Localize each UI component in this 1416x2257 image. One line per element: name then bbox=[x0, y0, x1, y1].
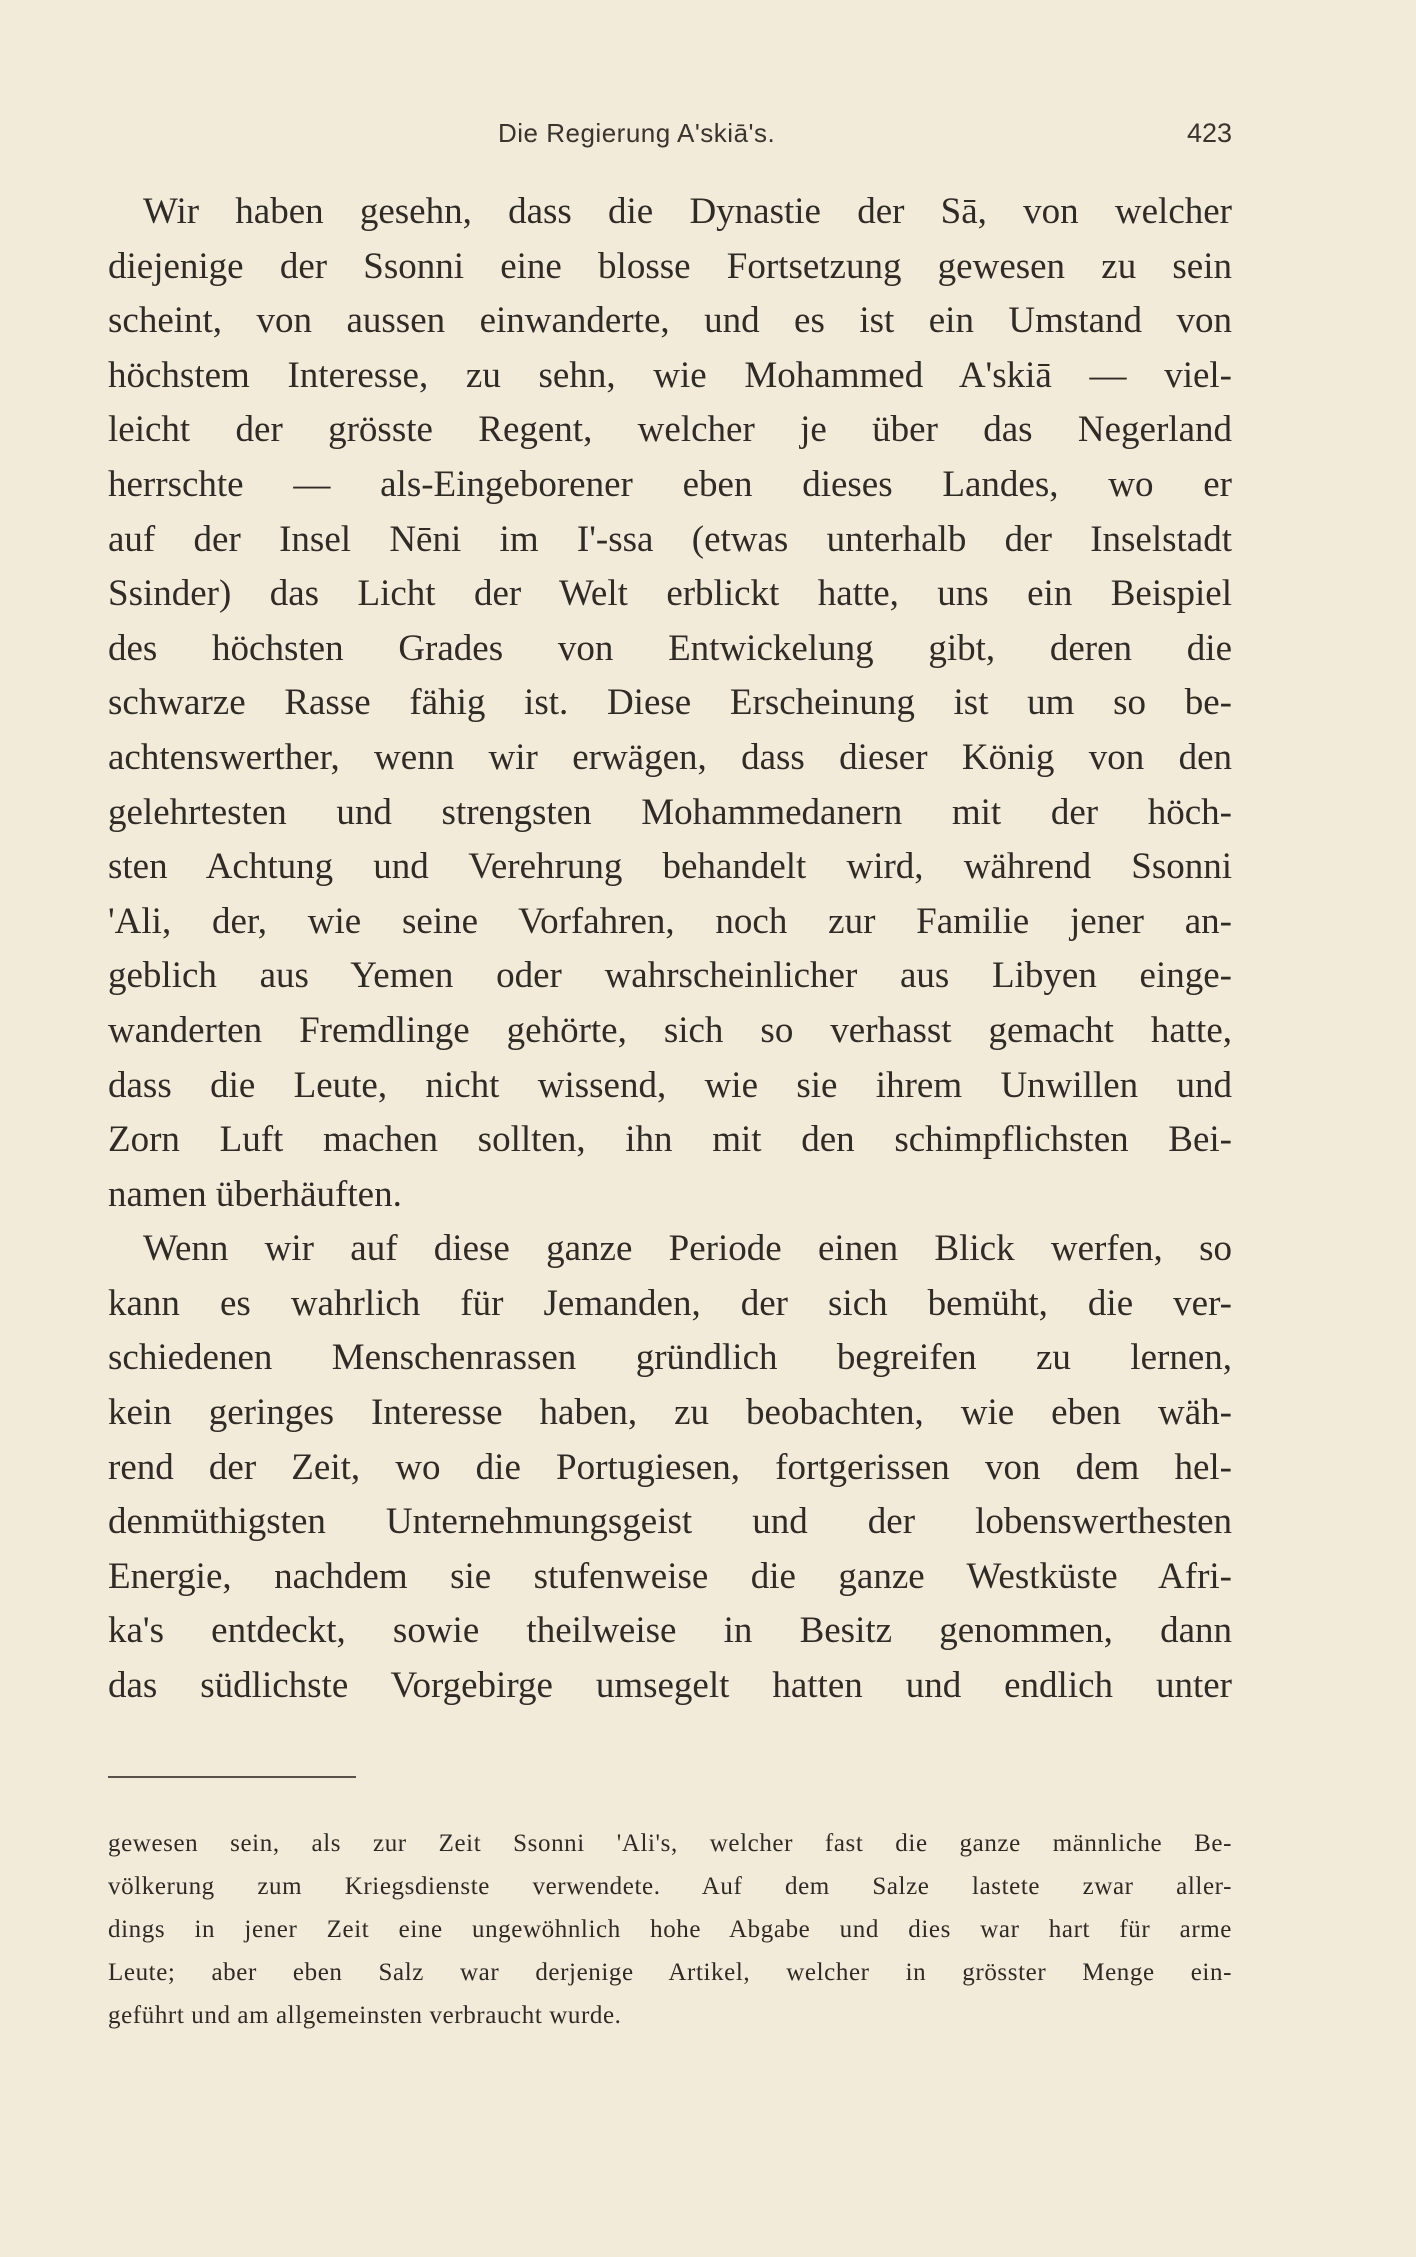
text-line: auf der Insel Nēni im I'-ssa (etwas unterhalb der Inselstadt bbox=[108, 518, 1232, 560]
text-line: diejenige der Ssonni eine blosse Fortsetzung gewesen zu sein bbox=[108, 245, 1232, 287]
text-line: gelehrtesten und strengsten Mohammedanern mit der höch- bbox=[108, 791, 1232, 833]
footnote-line: völkerung zum Kriegsdienste verwendete. Auf dem Salze lastete zwar aller- bbox=[108, 1873, 1232, 1900]
text-line: wanderten Fremdlinge gehörte, sich so verhasst gemacht hatte, bbox=[108, 1009, 1232, 1051]
text-line: schiedenen Menschenrassen gründlich begreifen zu lernen, bbox=[108, 1337, 1232, 1379]
text-line: Wenn wir auf diese ganze Periode einen Blick werfen, so bbox=[143, 1228, 1232, 1270]
text-line: kann es wahrlich für Jemanden, der sich bemüht, die ver- bbox=[108, 1282, 1232, 1324]
footnote-line: gewesen sein, als zur Zeit Ssonni 'Ali's, welcher fast die ganze männliche Be- bbox=[108, 1830, 1232, 1857]
footnote-line: Leute; aber eben Salz war derjenige Artikel, welcher in grösster Menge ein- bbox=[108, 1959, 1232, 1986]
running-head: Die Regierung A'skiā's. bbox=[498, 118, 776, 148]
text-line: dass die Leute, nicht wissend, wie sie ihrem Unwillen und bbox=[108, 1064, 1232, 1106]
text-line: des höchsten Grades von Entwickelung gibt, deren die bbox=[108, 627, 1232, 669]
text-line: kein geringes Interesse haben, zu beobachten, wie eben wäh- bbox=[108, 1392, 1232, 1434]
text-line: Zorn Luft machen sollten, ihn mit den schimpflichsten Bei- bbox=[108, 1119, 1232, 1161]
text-line: Energie, nachdem sie stufenweise die ganze Westküste Afri- bbox=[108, 1555, 1232, 1597]
footnote-block bbox=[108, 1822, 1232, 2037]
text-line: leicht der grösste Regent, welcher je über das Negerland bbox=[108, 409, 1232, 451]
text-line: sten Achtung und Verehrung behandelt wird, während Ssonni bbox=[108, 846, 1232, 888]
page-number: 423 bbox=[1186, 118, 1232, 148]
text-line: denmüthigsten Unternehmungsgeist und der lobenswerthesten bbox=[108, 1501, 1232, 1543]
text-line: scheint, von aussen einwanderte, und es ist ein Umstand von bbox=[108, 300, 1232, 342]
page-header bbox=[108, 118, 1232, 158]
text-line: ka's entdeckt, sowie theilweise in Besitz genommen, dann bbox=[108, 1610, 1232, 1652]
footnote-divider bbox=[108, 1776, 356, 1778]
footnote-line: dings in jener Zeit eine ungewöhnlich hohe Abgabe und dies war hart für arme bbox=[108, 1916, 1232, 1943]
text-line: rend der Zeit, wo die Portugiesen, fortgerissen von dem hel- bbox=[108, 1446, 1232, 1488]
text-line: Wir haben gesehn, dass die Dynastie der Sā, von welcher bbox=[143, 191, 1232, 232]
text-line: 'Ali, der, wie seine Vorfahren, noch zur Familie jener an- bbox=[108, 900, 1232, 942]
footnote-line: geführt und am allgemeinsten verbraucht wurde. bbox=[108, 2002, 622, 2029]
text-line: das südlichste Vorgebirge umsegelt hatten und endlich unter bbox=[108, 1665, 1232, 1707]
text-line: achtenswerther, wenn wir erwägen, dass dieser König von den bbox=[108, 736, 1232, 778]
text-line: namen überhäuften. bbox=[108, 1173, 402, 1215]
text-line: herrschte — als-Eingeborener eben dieses Landes, wo er bbox=[108, 463, 1232, 505]
text-line: geblich aus Yemen oder wahrscheinlicher aus Libyen einge- bbox=[108, 955, 1232, 997]
text-line: Ssinder) das Licht der Welt erblickt hatte, uns ein Beispiel bbox=[108, 573, 1232, 615]
text-line: höchstem Interesse, zu sehn, wie Mohammed A'skiā — viel- bbox=[108, 354, 1232, 396]
main-text bbox=[108, 185, 1232, 1714]
text-line: schwarze Rasse fähig ist. Diese Erscheinung ist um so be- bbox=[108, 682, 1232, 724]
